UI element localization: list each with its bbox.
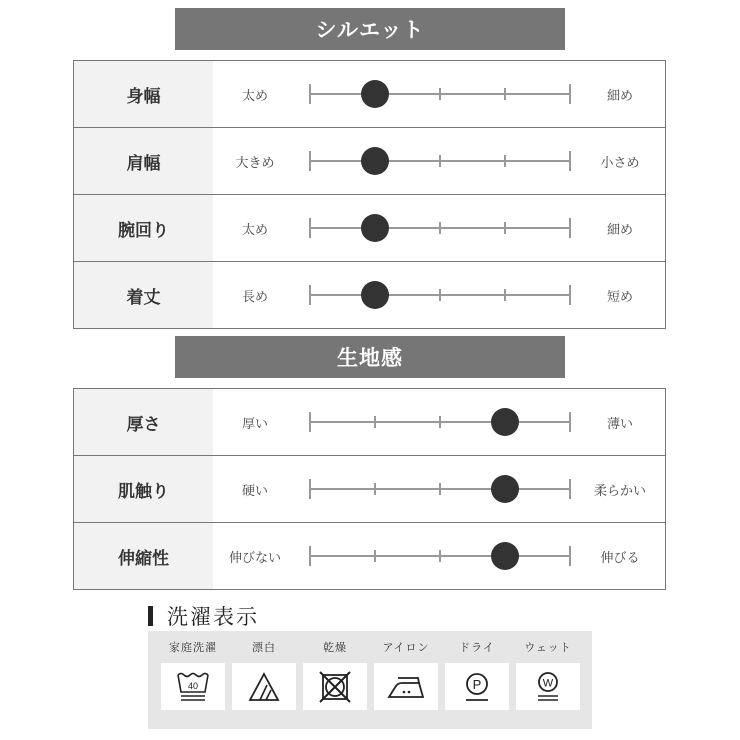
scale-marker-dot <box>361 281 389 309</box>
scale-right-label: 細め <box>606 88 633 104</box>
fabric-title: 生地感 <box>337 346 403 370</box>
scale-tick <box>309 285 311 305</box>
care-item-iron <box>374 631 438 710</box>
fabric-banner <box>175 336 565 378</box>
scale-tick <box>374 416 376 428</box>
row-label: 伸縮性 <box>74 523 213 589</box>
scale-tick <box>569 546 571 566</box>
scale-right-label: 短め <box>606 289 633 305</box>
scale-tick <box>504 289 506 301</box>
silhouette-row-shoulder-width <box>74 128 665 195</box>
svg-text:40: 40 <box>187 680 199 691</box>
silhouette-row-body-width <box>74 61 665 128</box>
wet-clean-w-icon <box>531 670 565 704</box>
scale-tick <box>439 88 441 100</box>
rating-scale <box>309 195 571 261</box>
heading-bar <box>148 606 153 626</box>
row-label: 腕回り <box>74 195 213 261</box>
scale-tick <box>569 151 571 171</box>
fabric-row-stretch <box>74 523 665 589</box>
svg-text:W: W <box>542 677 554 689</box>
care-item-bleach <box>232 631 296 710</box>
scale-tick <box>439 155 441 167</box>
scale-tick <box>439 483 441 495</box>
scale-marker-dot <box>491 475 519 503</box>
fabric-table <box>73 388 666 590</box>
silhouette-banner <box>175 8 565 50</box>
scale-tick <box>569 479 571 499</box>
scale-tick <box>569 412 571 432</box>
scale-marker-dot <box>491 542 519 570</box>
rating-scale <box>309 128 571 194</box>
scale-tick <box>569 218 571 238</box>
scale-marker-dot <box>361 80 389 108</box>
scale-left-label: 硬い <box>241 483 268 499</box>
scale-tick <box>374 483 376 495</box>
care-label: ドライ <box>459 641 495 654</box>
care-item-dry <box>303 631 367 710</box>
svg-text:P: P <box>472 676 482 692</box>
tumble-dry-prohibited-icon <box>318 670 352 704</box>
care-item-wet-clean <box>516 631 580 710</box>
scale-left-label: 太め <box>241 88 268 104</box>
scale-marker-dot <box>491 408 519 436</box>
silhouette-row-arm-width <box>74 195 665 262</box>
scale-tick <box>309 546 311 566</box>
scale-left-label: 伸びない <box>228 550 281 566</box>
scale-tick <box>374 550 376 562</box>
row-label: 肩幅 <box>74 128 213 194</box>
scale-right-label: 柔らかい <box>593 483 646 499</box>
care-item-home-wash <box>161 631 225 710</box>
care-item-dry-clean <box>445 631 509 710</box>
iron-medium-icon <box>386 670 426 704</box>
silhouette-title: シルエット <box>315 18 425 42</box>
care-label: 漂白 <box>252 641 276 654</box>
scale-tick <box>309 412 311 432</box>
scale-tick <box>504 155 506 167</box>
rating-scale <box>309 389 571 455</box>
care-heading <box>148 603 259 629</box>
scale-tick <box>504 222 506 234</box>
care-title: 洗濯表示 <box>167 605 259 629</box>
silhouette-row-length <box>74 262 665 328</box>
row-label: 着丈 <box>74 262 213 328</box>
scale-tick <box>439 289 441 301</box>
fabric-row-thickness <box>74 389 665 456</box>
scale-tick <box>309 151 311 171</box>
silhouette-table <box>73 60 666 329</box>
scale-tick <box>309 84 311 104</box>
fabric-row-texture <box>74 456 665 523</box>
rating-scale <box>309 262 571 328</box>
care-label: 家庭洗濯 <box>169 641 217 654</box>
scale-right-label: 細め <box>606 222 633 238</box>
row-label: 身幅 <box>74 61 213 127</box>
rating-scale <box>309 61 571 127</box>
care-label: アイロン <box>382 641 430 654</box>
scale-left-label: 大きめ <box>235 155 275 171</box>
scale-tick <box>439 222 441 234</box>
scale-tick <box>439 416 441 428</box>
scale-tick <box>569 285 571 305</box>
scale-tick <box>504 88 506 100</box>
rating-scale <box>309 523 571 589</box>
dry-clean-p-icon <box>460 670 494 704</box>
scale-right-label: 伸びる <box>600 550 640 566</box>
scale-marker-dot <box>361 214 389 242</box>
scale-right-label: 薄い <box>606 416 633 432</box>
bleach-triangle-icon <box>247 670 281 704</box>
scale-tick <box>309 218 311 238</box>
scale-right-label: 小さめ <box>600 155 640 171</box>
care-label: ウェット <box>524 641 572 654</box>
row-label: 厚さ <box>74 389 213 455</box>
scale-tick <box>439 550 441 562</box>
scale-left-label: 厚い <box>241 416 268 432</box>
row-label: 肌触り <box>74 456 213 522</box>
scale-marker-dot <box>361 147 389 175</box>
scale-tick <box>309 479 311 499</box>
care-label: 乾燥 <box>323 641 347 654</box>
scale-left-label: 太め <box>241 222 268 238</box>
scale-tick <box>569 84 571 104</box>
rating-scale <box>309 456 571 522</box>
wash-tub-40-icon <box>176 670 210 704</box>
care-symbols-panel <box>148 631 592 729</box>
scale-left-label: 長め <box>241 289 268 305</box>
